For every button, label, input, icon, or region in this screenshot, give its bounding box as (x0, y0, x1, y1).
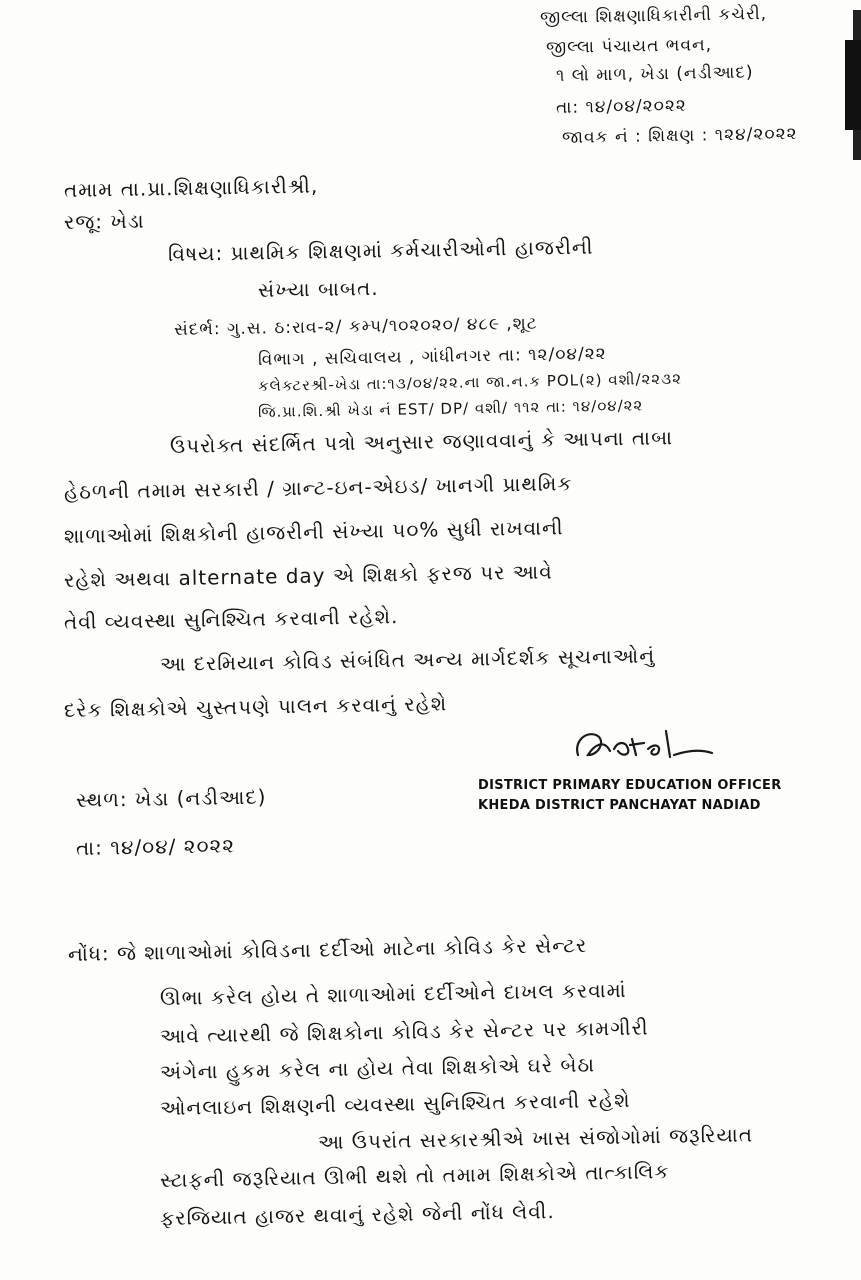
note-line-5: ઓનલાઇન શિક્ષણની વ્યવસ્થા સુનિશ્ચિત કરવાની રહેશે (159, 1087, 631, 1120)
reference-line-4: જિ.પ્રા.શિ.શ્રી ખેડા નં EST/ DP/ વશી/ ૧૧૨ તા: ૧૪/૦૪/૨૨ (257, 396, 644, 421)
body-line-1: ઉપરોક્ત સંદર્ભિત પત્રો અનુસાર જણાવવાનું કે આપના તાબા (169, 425, 674, 458)
body-line-7: દરેક શિક્ષકોએ ચુસ્તપણે પાલન કરવાનું રહેશે (63, 691, 448, 722)
officer-signature (570, 725, 720, 767)
reference-line-1 (174, 312, 538, 342)
scan-edge-shadow (845, 40, 861, 130)
header-address-line: ૧ લો માળ, ખેડા (નડીઆદ) (555, 62, 754, 86)
recipient-line: તમામ તા.પ્રા.શિક્ષણાધિકારીશ્રી, (63, 173, 319, 202)
reference-line-3: કલેક્ટરશ્રી-ખેડા તા:૧૩/૦૪/૨૨.ના જા.ન.ક POL(૨) વશી/૨૨૩૨ (257, 369, 683, 395)
note-text-1: જે શાળાઓમાં કોવિડના દર્દીઓ માટેના કોવિડ કેર સેન્ટર (116, 932, 588, 966)
note-line-1 (68, 931, 588, 968)
note-line-6: આ ઉપરાંત સરકારશ્રીએ ખાસ સંજોગોમાં જરૂરિયાત (317, 1122, 754, 1154)
subject-line-2: સંખ્યા બાબત. (257, 275, 379, 302)
reference-line-2: વિભાગ , સચિવાલય , ગાંધીનગર તા: ૧૨/૦૪/૨૨ (257, 343, 607, 370)
note-line-4: અંગેના હુકમ કરેલ ના હોય તેવા શિક્ષકોએ ઘરે બેઠા (159, 1052, 596, 1084)
subject-label: વિષય: (167, 241, 224, 266)
body-line-5: તેવી વ્યવસ્થા સુનિશ્ચિત કરવાની રહેશે. (63, 604, 399, 634)
header-building-line: જીલ્લા પંચાયત ભવન, (545, 35, 713, 58)
reference-label: સંદર્ભ: (173, 319, 221, 340)
date-line: તા: ૧૪/૦૪/ ૨૦૨૨ (75, 833, 236, 860)
subject-line-1 (168, 233, 594, 268)
header-office-line: જીલ્લા શિક્ષણાધિકારીની કચેરી, (539, 4, 768, 28)
note-line-3: આવે ત્યારથી જે શિક્ષકોના કોવિડ કેર સેન્ટર પર કામગીરી (159, 1015, 649, 1048)
body-line-3: શાળાઓમાં શિક્ષકોની હાજરીની સંખ્યા ૫૦% સુધી રાખવાની (63, 515, 564, 548)
note-line-7: સ્ટાફની જરૂરિયાત ઊભી થશે તો તમામ શિક્ષકોએ તાત્કાલિક (159, 1159, 670, 1192)
header-date-line: તા: ૧૪/૦૪/૨૦૨૨ (555, 95, 687, 118)
header-outward-number: જાવક નં : શિક્ષણ : ૧૨૪/૨૦૨૨ (561, 123, 798, 148)
officer-title: DISTRICT PRIMARY EDUCATION OFFICER (478, 778, 782, 793)
body-line-2: હેઠળની તમામ સરકારી / ગ્રાન્ટ-ઇન-એઇડ/ ખાનગી પ્રાથમિક (63, 471, 573, 504)
body-line-4: રહેશે અથવા alternate day એ શિક્ષકો ફરજ પર આવે (63, 559, 553, 592)
note-label: નોંધ: (67, 941, 110, 966)
officer-office: KHEDA DISTRICT PANCHAYAT NADIAD (478, 798, 761, 813)
reference-text-1: ગુ.સ. ઠ:રાવ-૨/ કમ્પ/૧૦૨૦૨૦/ ૪૮૯ ,શૂટ (226, 313, 538, 340)
place-line: સ્થળ: ખેડા (નડીઆદ) (75, 784, 267, 812)
note-line-8: ફરજિયાત હાજર થવાનું રહેશે જેની નોંધ લેવી. (159, 1199, 555, 1230)
subject-text-1: પ્રાથમિક શિક્ષણમાં કર્મચારીઓની હાજરીની (230, 234, 594, 265)
body-line-6: આ દરમિયાન કોવિડ સંબંધિત અન્ય માર્ગદર્શક સૂચનાઓનું (159, 643, 656, 676)
copy-line: રજૂ: ખેડા (63, 208, 145, 234)
note-line-2: ઊભા કરેલ હોય તે શાળાઓમાં દર્દીઓને દાખલ કરવામાં (159, 977, 627, 1010)
